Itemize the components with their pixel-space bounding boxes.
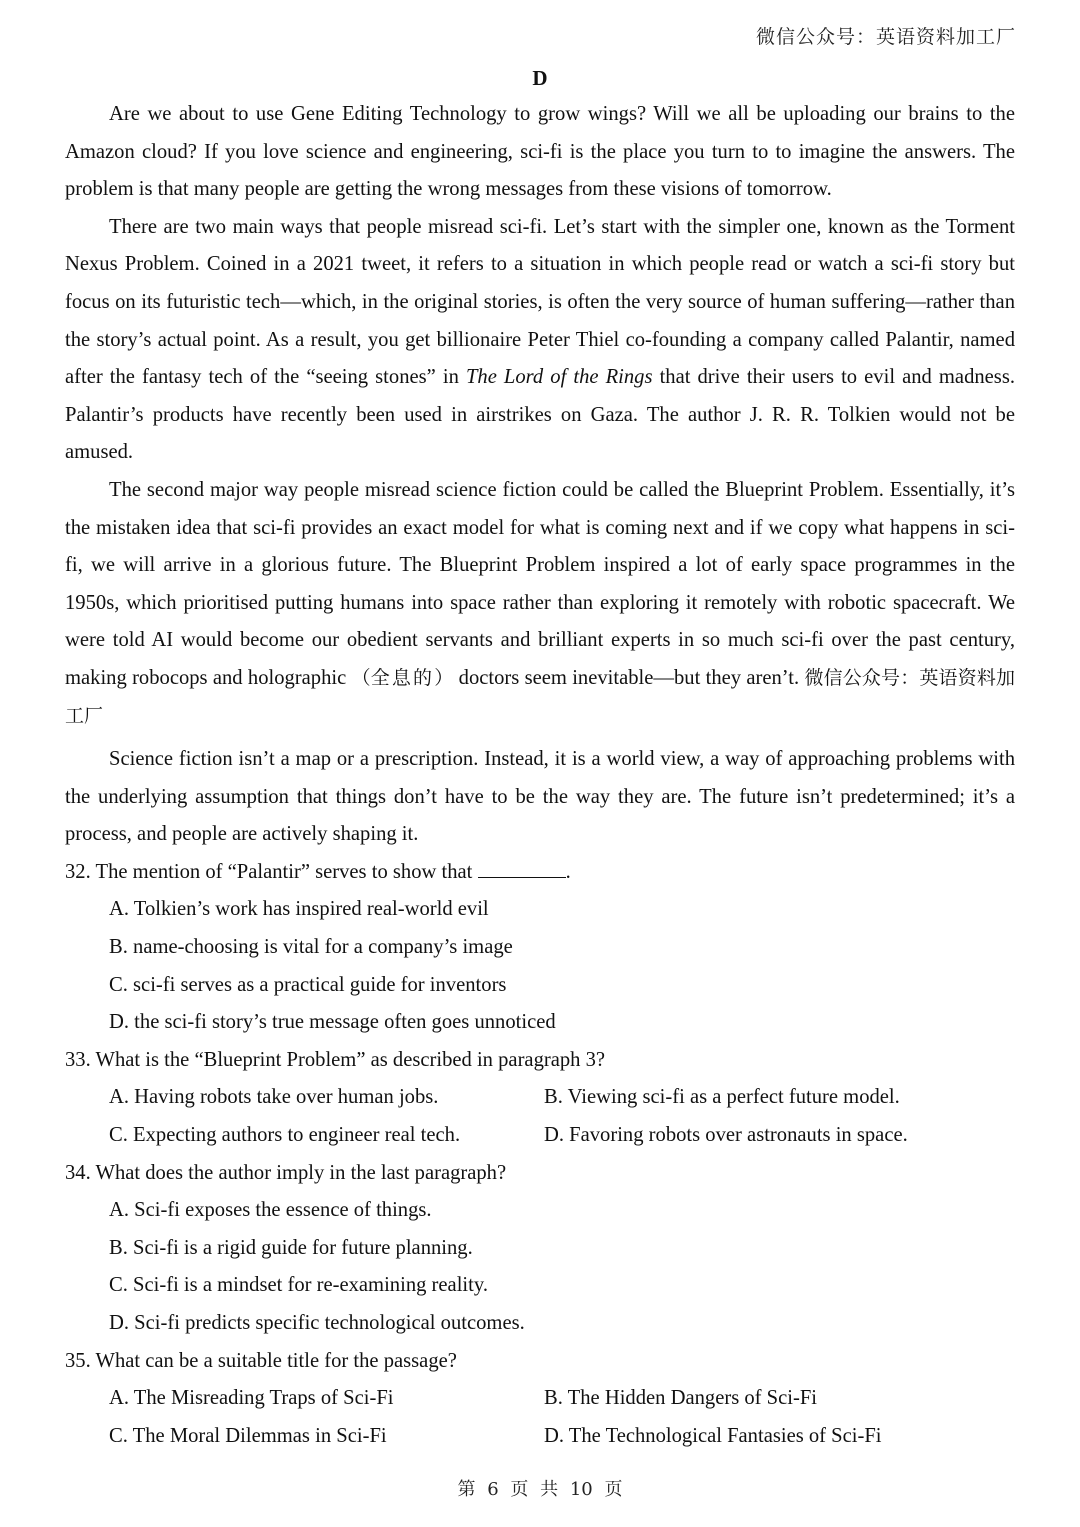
question-34-option-d: D. Sci-fi predicts specific technological outcomes. bbox=[109, 1312, 525, 1334]
question-33-option-d: D. Favoring robots over astronauts in space. bbox=[544, 1124, 908, 1147]
question-32-option-b: B. name-choosing is vital for a company’s image bbox=[109, 936, 513, 959]
passage-paragraph-1: Are we about to use Gene Editing Technology to grow wings? Will we all be uploading our brains to the Amazon cloud? If you love science and engineering, sci-fi is the place you turn to to imagine the answers. The problem is that many people are getting the wrong messages from these visions of tomorrow. bbox=[65, 103, 1015, 201]
paragraph-2-text-b: that drive their users to evil and madness. Palantir’s products have recently been used in airstrikes on Gaza. The author J. R. R. Tolkien would not be amused. bbox=[65, 366, 1015, 464]
question-33-stem: 33. What is the “Blueprint Problem” as described in paragraph 3? bbox=[65, 1048, 606, 1071]
question-35-options-row-2 bbox=[109, 1418, 1015, 1456]
question-32-text: 32. The mention of “Palantir” serves to show that bbox=[65, 860, 473, 883]
chinese-gloss: 全息的 bbox=[370, 666, 435, 689]
question-35-options-row-1 bbox=[109, 1380, 1015, 1418]
gloss-close-paren: ） bbox=[434, 666, 454, 689]
section-title: D bbox=[532, 66, 548, 90]
question-33-option-b: B. Viewing sci-fi as a perfect future model. bbox=[544, 1086, 900, 1109]
question-35-stem: 35. What can be a suitable title for the passage? bbox=[65, 1349, 457, 1372]
question-32-option-d: D. the sci-fi story’s true message often goes unnoticed bbox=[109, 1011, 556, 1034]
question-34-option-a: A. Sci-fi exposes the essence of things. bbox=[109, 1199, 432, 1222]
gloss-open-paren: （ bbox=[351, 666, 371, 689]
question-33-option-c: C. Expecting authors to engineer real tech. bbox=[109, 1124, 461, 1147]
inline-watermark: 微信公众号：英语资料加工厂 bbox=[65, 666, 1015, 727]
question-33-option-a: A. Having robots take over human jobs. bbox=[109, 1086, 439, 1109]
question-32-stem bbox=[65, 854, 1015, 892]
question-33-options-row-2 bbox=[109, 1117, 1015, 1155]
question-32-option-c: C. sci-fi serves as a practical guide for inventors bbox=[109, 973, 507, 996]
question-34-option-c: C. Sci-fi is a mindset for re-examining reality. bbox=[109, 1274, 488, 1297]
question-32-option-a: A. Tolkien’s work has inspired real-world evil bbox=[109, 898, 489, 921]
passage-paragraph-2 bbox=[65, 209, 1015, 472]
question-34-stem: 34. What does the author imply in the last paragraph? bbox=[65, 1161, 507, 1184]
question-35-option-b: B. The Hidden Dangers of Sci-Fi bbox=[544, 1387, 818, 1410]
question-33-options-row-1 bbox=[109, 1079, 1015, 1117]
page-content bbox=[65, 96, 1015, 1455]
question-34-option-b: B. Sci-fi is a rigid guide for future planning. bbox=[109, 1236, 473, 1259]
paragraph-3-text-a: The second major way people misread science fiction could be called the Blueprint Problem. Essentially, it’s the mistaken idea that sci-fi provides an exact model for what is coming next and if we copy what happens in sci-fi, we will arrive in a glorious future. The Blueprint Problem inspired a lot of early space programmes in the 1950s, which prioritised putting humans into space rather than exploring it remotely with robotic spacecraft. We were told AI would become our obedient servants and brilliant experts in so much sci-fi over the past century, making robocops and holographic bbox=[65, 478, 1015, 689]
question-35-option-d: D. The Technological Fantasies of Sci-Fi bbox=[544, 1424, 882, 1447]
question-32-period: . bbox=[565, 860, 571, 883]
passage-paragraph-3 bbox=[65, 472, 1015, 735]
book-title-italic: The Lord of the Rings bbox=[465, 366, 653, 389]
paragraph-2-text-a: There are two main ways that people misread sci-fi. Let’s start with the simpler one, known as the Torment Nexus Problem. Coined in a 2021 tweet, it refers to a situation in which people read or watch a sci-fi story but focus on its futuristic tech—which, in the original stories, is often the very source of human suffering—rather than the story’s actual point. As a result, you get billionaire Peter Thiel co-founding a company called Palantir, named after the fantasy tech of the “seeing stones” in bbox=[65, 215, 1015, 389]
question-35-option-c: C. The Moral Dilemmas in Sci-Fi bbox=[109, 1424, 387, 1447]
answer-blank bbox=[478, 859, 566, 878]
passage-paragraph-4: Science fiction isn’t a map or a prescription. Instead, it is a world view, a way of approaching problems with the underlying assumption that things don’t have to be the way they are. The future isn’t predetermined; it’s a process, and people are actively shaping it. bbox=[65, 748, 1015, 846]
page-number-footer: 第 6 页 共 10 页 bbox=[457, 1479, 623, 1500]
watermark-header: 微信公众号：英语资料加工厂 bbox=[755, 26, 1016, 48]
paragraph-3-text-b: doctors seem inevitable—but they aren’t. bbox=[453, 666, 805, 689]
question-35-option-a: A. The Misreading Traps of Sci-Fi bbox=[109, 1387, 394, 1410]
